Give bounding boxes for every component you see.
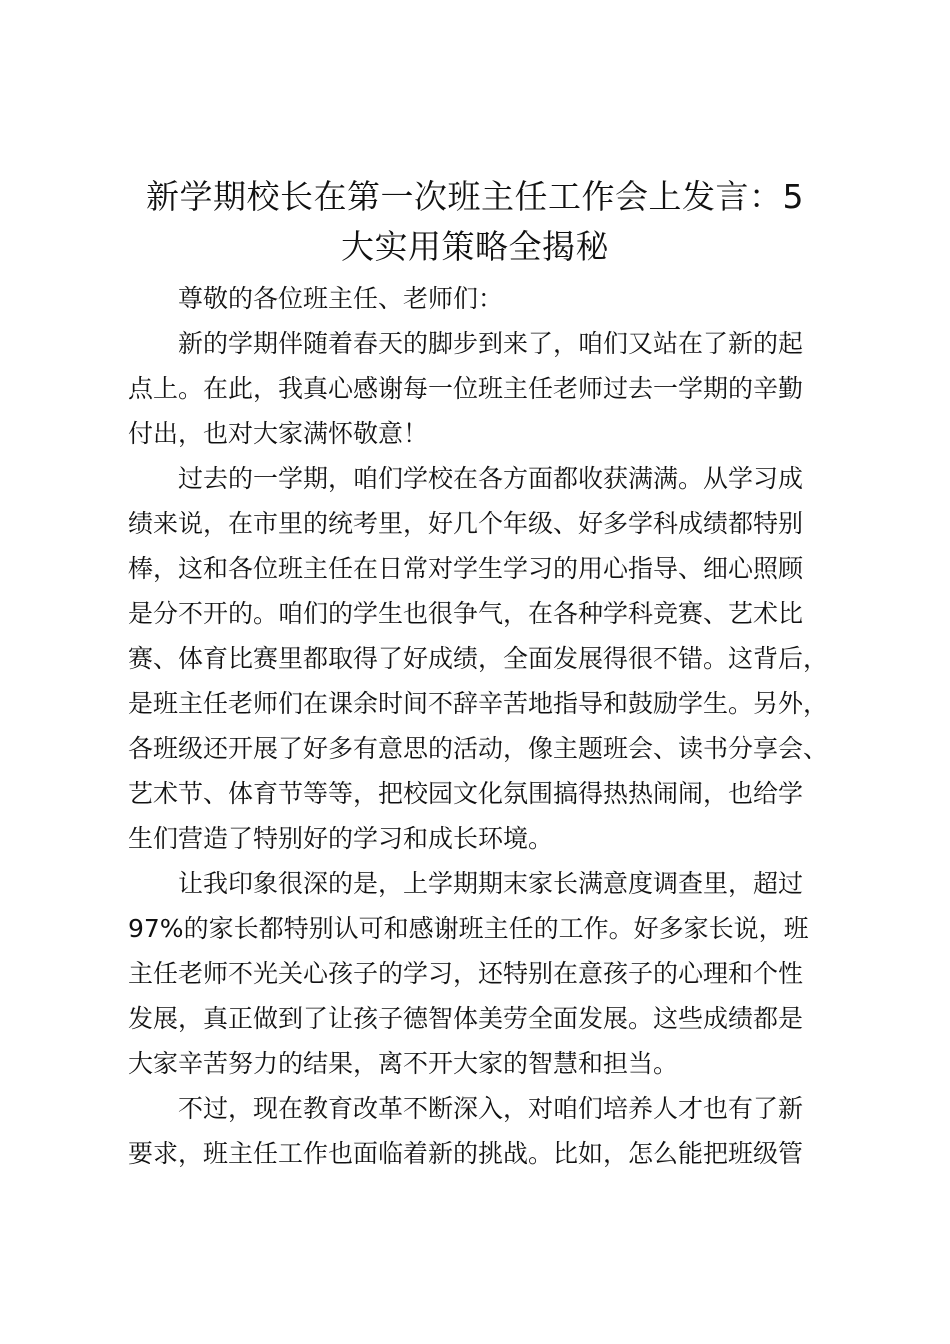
document-body: [128, 276, 858, 1176]
text-line: 付出，也对大家满怀敬意！: [128, 419, 429, 448]
text-line: 各班级还开展了好多有意思的活动，像主题班会、读书分享会、: [128, 734, 829, 763]
intro-paragraph: [128, 321, 858, 456]
greeting-paragraph: [128, 276, 858, 321]
text-line: 生们营造了特别好的学习和成长环境。: [128, 824, 554, 853]
title-line: 新学期校长在第一次班主任工作会上发言：5: [146, 177, 804, 216]
text-line: 尊敬的各位班主任、老师们：: [178, 284, 504, 313]
text-line: 是分不开的。咱们的学生也很争气，在各种学科竞赛、艺术比: [128, 599, 804, 628]
text-line: 点上。在此，我真心感谢每一位班主任老师过去一学期的辛勤: [128, 374, 804, 403]
text-line: 让我印象很深的是，上学期期末家长满意度调查里，超过: [178, 869, 804, 898]
text-line: 是班主任老师们在课余时间不辞辛苦地指导和鼓励学生。另外，: [128, 689, 829, 718]
text-line: 过去的一学期，咱们学校在各方面都收获满满。从学习成: [178, 464, 804, 493]
text-line: 赛、体育比赛里都取得了好成绩，全面发展得很不错。这背后，: [128, 644, 829, 673]
title-line: 大实用策略全揭秘: [341, 227, 609, 266]
text-line: 艺术节、体育节等等，把校园文化氛围搞得热热闹闹，也给学: [128, 779, 804, 808]
text-line: 主任老师不光关心孩子的学习，还特别在意孩子的心理和个性: [128, 959, 804, 988]
survey-paragraph: [128, 861, 858, 1086]
text-line: 要求，班主任工作也面临着新的挑战。比如，怎么能把班级管: [128, 1139, 804, 1168]
text-line: 绩来说，在市里的统考里，好几个年级、好多学科成绩都特别: [128, 509, 804, 538]
text-line: 发展，真正做到了让孩子德智体美劳全面发展。这些成绩都是: [128, 1004, 804, 1033]
challenge-paragraph: [128, 1086, 858, 1176]
text-line: 不过，现在教育改革不断深入，对咱们培养人才也有了新: [178, 1094, 804, 1123]
text-line: 大家辛苦努力的结果，离不开大家的智慧和担当。: [128, 1049, 679, 1078]
text-line: 新的学期伴随着春天的脚步到来了，咱们又站在了新的起: [178, 329, 804, 358]
achievements-paragraph: [128, 456, 858, 861]
text-line: 97%的家长都特别认可和感谢班主任的工作。好多家长说，班: [128, 914, 809, 943]
text-line: 棒，这和各位班主任在日常对学生学习的用心指导、细心照顾: [128, 554, 804, 583]
document-title: [110, 172, 840, 272]
